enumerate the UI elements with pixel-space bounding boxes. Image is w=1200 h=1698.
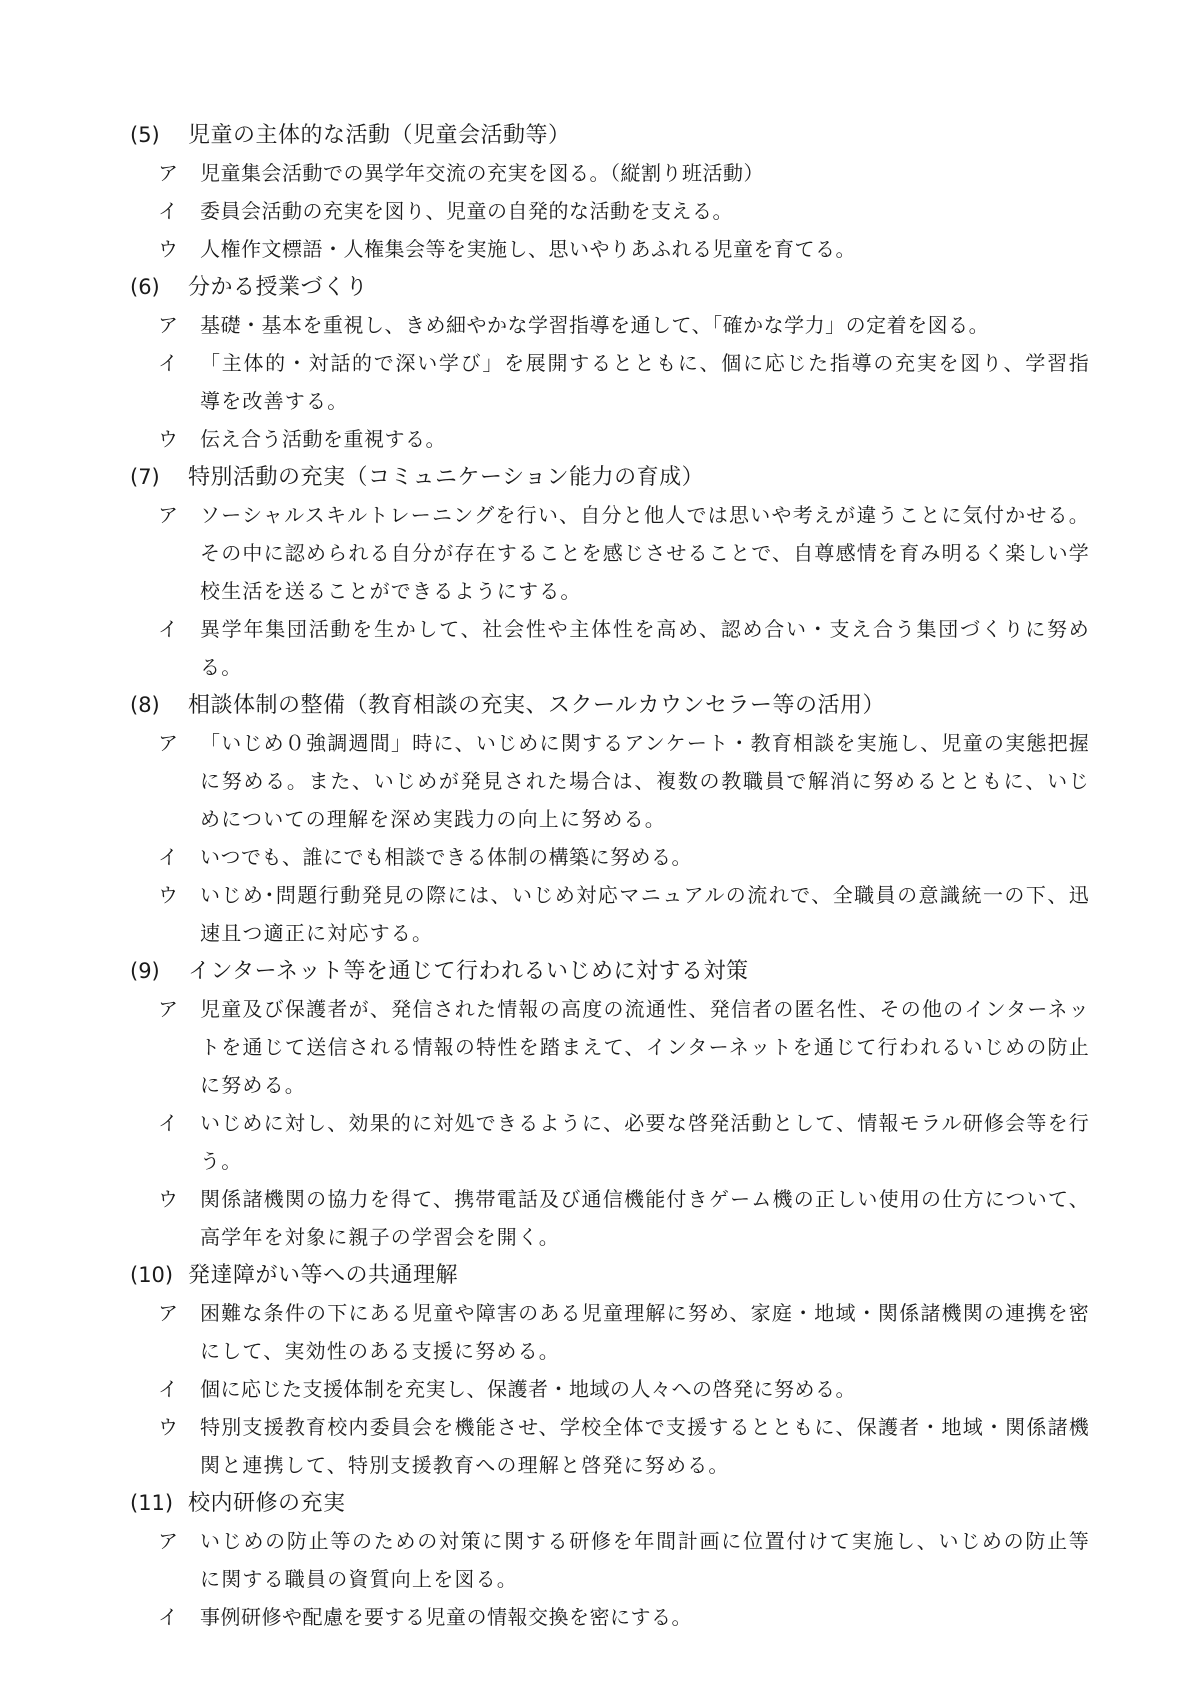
list-item (130, 230, 1090, 268)
section-number: (5) (130, 123, 160, 147)
section-title: 校内研修の充実 (188, 1491, 346, 1516)
item-text: 児童及び保護者が、発信された情報の高度の流通性、発信者の匿名性、その他のインターネットを通じて送信される情報の特性を踏まえて、インターネットを通じて行われるいじめの防止に努める。 (200, 997, 1090, 1097)
item-marker: ウ (158, 237, 178, 261)
item-text: いじめの防止等のための対策に関する研修を年間計画に位置付けて実施し、いじめの防止等に関する職員の資質向上を図る。 (200, 1529, 1090, 1591)
item-marker: ウ (158, 883, 178, 907)
item-marker: イ (158, 199, 178, 223)
section-11 (130, 1484, 1090, 1636)
item-marker: ア (158, 313, 178, 337)
section-title: インターネット等を通じて行われるいじめに対する対策 (188, 959, 749, 984)
list-item (130, 724, 1090, 838)
section-6 (130, 268, 1090, 458)
item-marker: ウ (158, 1415, 178, 1439)
section-7 (130, 458, 1090, 686)
list-item (130, 496, 1090, 610)
section-title: 相談体制の整備（教育相談の充実、スクールカウンセラー等の活用） (188, 693, 886, 718)
section-9 (130, 952, 1090, 1256)
document-body (130, 116, 1090, 1636)
section-number: (11) (130, 1491, 174, 1515)
list-item (130, 344, 1090, 420)
section-heading (130, 1484, 1090, 1522)
list-item (130, 420, 1090, 458)
item-marker: イ (158, 1605, 178, 1629)
item-marker: ア (158, 1301, 178, 1325)
section-title: 特別活動の充実（コミュニケーション能力の育成） (188, 465, 705, 490)
item-marker: イ (158, 617, 178, 641)
item-marker: ア (158, 1529, 178, 1553)
item-text: 委員会活動の充実を図り、児童の自発的な活動を支える。 (200, 199, 733, 223)
list-item (130, 838, 1090, 876)
section-title: 児童の主体的な活動（児童会活動等） (188, 123, 571, 148)
section-title: 分かる授業づくり (188, 275, 369, 300)
list-item (130, 1522, 1090, 1598)
section-heading (130, 1256, 1090, 1294)
item-marker: ウ (158, 427, 178, 451)
section-10 (130, 1256, 1090, 1484)
list-item (130, 192, 1090, 230)
item-text: ソーシャルスキルトレーニングを行い、自分と他人では思いや考えが違うことに気付かせる。その中に認められる自分が存在することを感じさせることで、自尊感情を育み明るく楽しい学校生活を送ることができるようにする。 (200, 503, 1090, 603)
list-item (130, 1180, 1090, 1256)
section-heading (130, 268, 1090, 306)
section-heading (130, 952, 1090, 990)
list-item (130, 1370, 1090, 1408)
list-item (130, 990, 1090, 1104)
item-marker: ア (158, 503, 178, 527)
item-marker: イ (158, 1377, 178, 1401)
section-heading (130, 686, 1090, 724)
item-text: 伝え合う活動を重視する。 (200, 427, 446, 451)
item-text: 基礎・基本を重視し、きめ細やかな学習指導を通して、「確かな学力」の定着を図る。 (200, 313, 990, 337)
item-text: 事例研修や配慮を要する児童の情報交換を密にする。 (200, 1605, 692, 1629)
list-item (130, 1104, 1090, 1180)
item-marker: イ (158, 1111, 178, 1135)
item-text: いつでも、誰にでも相談できる体制の構築に努める。 (200, 845, 692, 869)
item-text: 異学年集団活動を生かして、社会性や主体性を高め、認め合い・支え合う集団づくりに努める。 (200, 617, 1090, 679)
item-text: いじめに対し、効果的に対処できるように、必要な啓発活動として、情報モラル研修会等を行う。 (200, 1111, 1090, 1173)
item-text: 「いじめ０強調週間」時に、いじめに関するアンケート・教育相談を実施し、児童の実態把握に努める。また、いじめが発見された場合は、複数の教職員で解消に努めるとともに、いじめについての理解を深め実践力の向上に努める。 (200, 731, 1090, 831)
item-marker: ウ (158, 1187, 178, 1211)
section-number: (6) (130, 275, 160, 299)
section-number: (7) (130, 465, 160, 489)
item-marker: イ (158, 845, 178, 869)
list-item (130, 306, 1090, 344)
section-number: (10) (130, 1263, 174, 1287)
list-item (130, 154, 1090, 192)
item-text: 人権作文標語・人権集会等を実施し、思いやりあふれる児童を育てる。 (200, 237, 856, 261)
item-marker: ア (158, 161, 178, 185)
section-heading (130, 116, 1090, 154)
item-text: 困難な条件の下にある児童や障害のある児童理解に努め、家庭・地域・関係諸機関の連携を密にして、実効性のある支援に努める。 (200, 1301, 1090, 1363)
section-heading (130, 458, 1090, 496)
list-item (130, 876, 1090, 952)
section-8 (130, 686, 1090, 952)
item-marker: イ (158, 351, 178, 375)
item-text: 児童集会活動での異学年交流の充実を図る。（縦割り班活動） (200, 161, 764, 185)
section-title: 発達障がい等への共通理解 (188, 1263, 459, 1288)
section-number: (8) (130, 693, 160, 717)
section-5 (130, 116, 1090, 268)
item-text: 「主体的・対話的で深い学び」を展開するとともに、個に応じた指導の充実を図り、学習指導を改善する。 (200, 351, 1090, 413)
list-item (130, 1408, 1090, 1484)
item-text: 関係諸機関の協力を得て、携帯電話及び通信機能付きゲーム機の正しい使用の仕方について、高学年を対象に親子の学習会を開く。 (200, 1187, 1090, 1249)
item-text: いじめ･問題行動発見の際には、いじめ対応マニュアルの流れで、全職員の意識統一の下、迅速且つ適正に対応する。 (200, 883, 1090, 945)
item-marker: ア (158, 997, 178, 1021)
item-text: 特別支援教育校内委員会を機能させ、学校全体で支援するとともに、保護者・地域・関係諸機関と連携して、特別支援教育への理解と啓発に努める。 (200, 1415, 1090, 1477)
item-marker: ア (158, 731, 178, 755)
list-item (130, 1294, 1090, 1370)
list-item (130, 610, 1090, 686)
list-item (130, 1598, 1090, 1636)
item-text: 個に応じた支援体制を充実し、保護者・地域の人々への啓発に努める。 (200, 1377, 856, 1401)
section-number: (9) (130, 959, 160, 983)
